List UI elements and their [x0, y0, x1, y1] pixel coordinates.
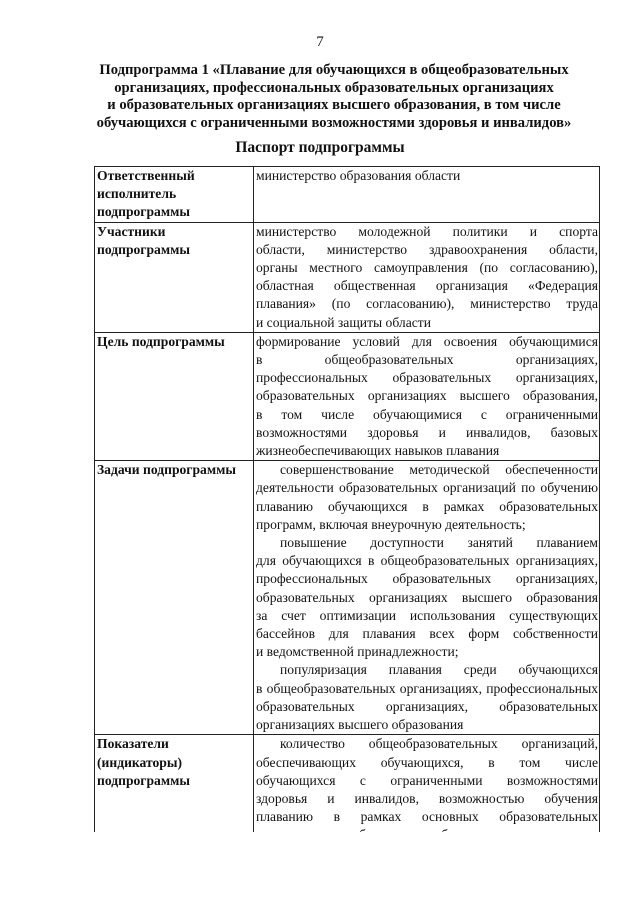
title-line: обучающихся с ограниченными возможностями здоровья и инвалидов»: [96, 114, 572, 131]
value-line: образовательных организациях высшего образования,: [256, 388, 598, 404]
value-line: формирование условий для освоения обучающимися: [256, 333, 598, 349]
label-line: подпрограммы: [97, 772, 190, 788]
page-bottom-margin: [0, 832, 640, 905]
value-line: в общеобразовательных организациях, профессиональных: [256, 680, 598, 696]
value-line: в общеобразовательных организациях,: [256, 352, 598, 368]
value-line: плавания» (по согласованию), министерство труда: [256, 296, 598, 312]
page-number: 7: [316, 34, 324, 50]
value-line: министерство образования области: [256, 168, 461, 183]
value-line: популяризация плавания среди обучающихся: [280, 662, 598, 678]
subprogram-title: [60, 62, 608, 132]
label-line: Показатели: [97, 736, 169, 752]
value-line: для обучающихся в общеобразовательных организациях,: [256, 553, 598, 569]
value-line: профессиональных образовательных организациях,: [256, 370, 598, 386]
label-line: исполнитель: [97, 186, 177, 202]
table-row: [95, 167, 600, 223]
row-label: [95, 222, 254, 332]
value-line: за счет оптимизации использования существующих: [256, 607, 598, 623]
label-line: (индикаторы): [97, 754, 182, 770]
row-value: [254, 222, 600, 332]
table-row: [95, 461, 600, 735]
label-line: Задачи подпрограммы: [97, 462, 236, 478]
row-label: [95, 167, 254, 223]
title-line: Подпрограмма 1 «Плавание для обучающихся в общеобразовательных: [99, 62, 569, 78]
label-line: подпрограммы: [97, 241, 190, 257]
value-line: образовательных организациях высшего образования: [256, 589, 598, 605]
label-line: подпрограммы: [97, 204, 190, 220]
row-label: [95, 332, 254, 460]
value-line: жизнеобеспечивающих навыков плавания: [256, 443, 500, 459]
label-line: Участники: [97, 223, 166, 239]
row-value: [254, 461, 600, 735]
value-line: профессиональных образовательных организациях,: [256, 571, 598, 587]
value-line: деятельности образовательных организаций по обучению: [256, 480, 598, 496]
value-line: возможностями здоровья и инвалидов, базовых: [256, 424, 598, 440]
value-line: области, министерство здравоохранения области,: [256, 241, 598, 257]
value-line: и ведомственной принадлежности;: [256, 644, 459, 660]
value-line: обеспечивающих обучающихся, в том числе: [256, 754, 598, 770]
row-value: [254, 167, 600, 223]
value-line: совершенствование методической обеспеченности: [280, 462, 598, 478]
label-line: Ответственный: [97, 168, 195, 183]
title-line: и образовательных организациях высшего образования, в том числе: [107, 97, 561, 114]
value-line: здоровья и инвалидов, возможностью обучения: [256, 790, 598, 806]
value-line: областная общественная организация «Федерация: [256, 278, 598, 294]
table-row: [95, 332, 600, 460]
value-line: плаванию обучающихся в рамках образовательных: [256, 498, 598, 514]
value-line: органы местного самоуправления (по согласованию),: [256, 260, 598, 276]
value-line: плаванию в рамках основных образовательных: [256, 809, 598, 825]
value-line: бассейнов для плавания всех форм собственности: [256, 626, 598, 642]
row-value: [254, 332, 600, 460]
row-label: [95, 461, 254, 735]
value-line: обучающихся с ограниченными возможностями: [256, 772, 598, 788]
value-line: образовательных организациях, образовательных: [256, 698, 598, 714]
value-line: организациях высшего образования: [256, 717, 464, 733]
value-line: министерство молодежной политики и спорта: [256, 223, 598, 239]
value-line: и социальной защиты области: [256, 314, 431, 330]
title-line: организациях, профессиональных образовательных организациях: [114, 79, 554, 96]
value-line: количество общеобразовательных организаций,: [280, 736, 598, 752]
label-line: Цель подпрограммы: [97, 333, 225, 349]
value-line: повышение доступности занятий плаванием: [280, 535, 598, 551]
value-line: в том числе обучающимися с ограниченными: [256, 406, 598, 422]
table-row: [95, 222, 600, 332]
value-line: программ, включая внеурочную деятельность;: [256, 516, 526, 532]
passport-heading: Паспорт подпрограммы: [235, 139, 405, 156]
passport-table: [94, 166, 600, 864]
